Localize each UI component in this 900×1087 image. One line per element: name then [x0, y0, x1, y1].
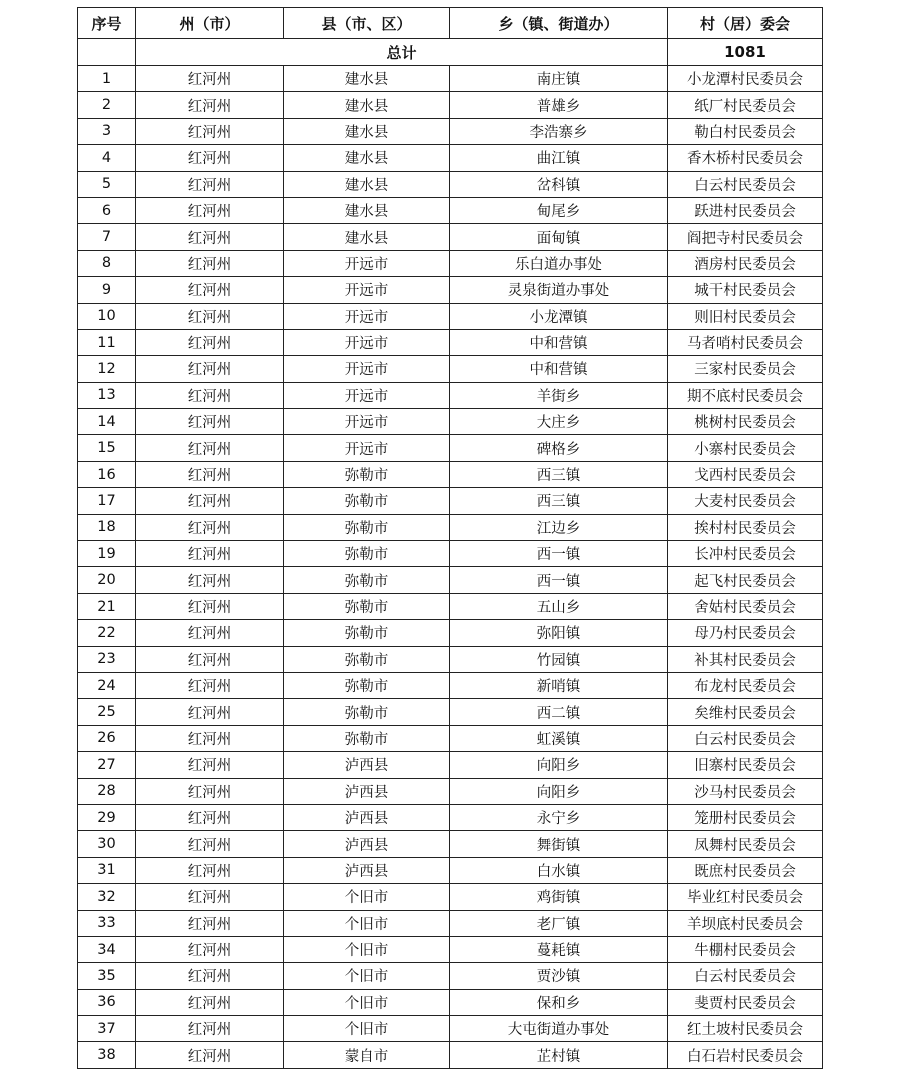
serial-number-cell: 30: [78, 831, 136, 857]
prefecture-cell: 红河州: [136, 804, 284, 830]
county-cell: 开远市: [284, 435, 450, 461]
prefecture-cell: 红河州: [136, 778, 284, 804]
village-committee-cell: 长冲村民委员会: [668, 541, 823, 567]
serial-number-cell: 33: [78, 910, 136, 936]
village-committee-cell: 羊坝底村民委员会: [668, 910, 823, 936]
prefecture-cell: 红河州: [136, 382, 284, 408]
prefecture-cell: 红河州: [136, 936, 284, 962]
county-cell: 弥勒市: [284, 541, 450, 567]
table-row: [78, 752, 823, 778]
county-cell: 弥勒市: [284, 461, 450, 487]
table-row: [78, 197, 823, 223]
prefecture-cell: 红河州: [136, 1016, 284, 1042]
village-committee-cell: 白云村民委员会: [668, 171, 823, 197]
village-committee-cell: 起飞村民委员会: [668, 567, 823, 593]
header-county: 县（市、区）: [284, 8, 450, 39]
county-cell: 建水县: [284, 197, 450, 223]
village-committee-cell: 阎把寺村民委员会: [668, 224, 823, 250]
table-row: [78, 488, 823, 514]
table-row: [78, 910, 823, 936]
county-cell: 泸西县: [284, 831, 450, 857]
township-cell: 老厂镇: [450, 910, 668, 936]
table-row: [78, 620, 823, 646]
table-row: [78, 435, 823, 461]
county-cell: 弥勒市: [284, 672, 450, 698]
village-committee-cell: 沙马村民委员会: [668, 778, 823, 804]
township-cell: 向阳乡: [450, 752, 668, 778]
village-committee-cell: 小寨村民委员会: [668, 435, 823, 461]
table-row: [78, 804, 823, 830]
prefecture-cell: 红河州: [136, 461, 284, 487]
township-cell: 五山乡: [450, 593, 668, 619]
county-cell: 个旧市: [284, 989, 450, 1015]
serial-number-cell: 9: [78, 277, 136, 303]
county-cell: 个旧市: [284, 910, 450, 936]
township-cell: 贾沙镇: [450, 963, 668, 989]
prefecture-cell: 红河州: [136, 224, 284, 250]
village-committee-cell: 小龙潭村民委员会: [668, 66, 823, 92]
serial-number-cell: 16: [78, 461, 136, 487]
township-cell: 大庄乡: [450, 409, 668, 435]
table-row: [78, 118, 823, 144]
serial-number-cell: 12: [78, 356, 136, 382]
table-row: [78, 277, 823, 303]
village-committee-cell: 城干村民委员会: [668, 277, 823, 303]
county-cell: 开远市: [284, 329, 450, 355]
prefecture-cell: 红河州: [136, 66, 284, 92]
village-committee-cell: 旧寨村民委员会: [668, 752, 823, 778]
serial-number-cell: 23: [78, 646, 136, 672]
table-row: [78, 224, 823, 250]
table-row: [78, 646, 823, 672]
county-cell: 弥勒市: [284, 699, 450, 725]
prefecture-cell: 红河州: [136, 699, 284, 725]
village-committee-cell: 舍姑村民委员会: [668, 593, 823, 619]
table-row: [78, 831, 823, 857]
county-cell: 弥勒市: [284, 593, 450, 619]
serial-number-cell: 37: [78, 1016, 136, 1042]
township-cell: 中和营镇: [450, 356, 668, 382]
serial-number-cell: 17: [78, 488, 136, 514]
township-cell: 江边乡: [450, 514, 668, 540]
prefecture-cell: 红河州: [136, 514, 284, 540]
township-cell: 西一镇: [450, 541, 668, 567]
header-serial-number: 序号: [78, 8, 136, 39]
serial-number-cell: 20: [78, 567, 136, 593]
prefecture-cell: 红河州: [136, 92, 284, 118]
serial-number-cell: 10: [78, 303, 136, 329]
county-cell: 建水县: [284, 224, 450, 250]
county-cell: 建水县: [284, 145, 450, 171]
township-cell: 白水镇: [450, 857, 668, 883]
serial-number-cell: 19: [78, 541, 136, 567]
village-committee-cell: 挨村村民委员会: [668, 514, 823, 540]
serial-number-cell: 29: [78, 804, 136, 830]
village-committee-cell: 纸厂村民委员会: [668, 92, 823, 118]
village-committee-cell: 母乃村民委员会: [668, 620, 823, 646]
header-row: [78, 8, 823, 39]
county-cell: 弥勒市: [284, 646, 450, 672]
village-committee-cell: 既庶村民委员会: [668, 857, 823, 883]
village-committee-cell: 牛棚村民委员会: [668, 936, 823, 962]
village-committee-cell: 毕业红村民委员会: [668, 884, 823, 910]
village-committee-cell: 红土坡村民委员会: [668, 1016, 823, 1042]
county-cell: 弥勒市: [284, 567, 450, 593]
county-cell: 弥勒市: [284, 620, 450, 646]
prefecture-cell: 红河州: [136, 409, 284, 435]
table-row: [78, 963, 823, 989]
serial-number-cell: 31: [78, 857, 136, 883]
prefecture-cell: 红河州: [136, 435, 284, 461]
county-cell: 建水县: [284, 118, 450, 144]
township-cell: 大屯街道办事处: [450, 1016, 668, 1042]
village-committee-cell: 斐贾村民委员会: [668, 989, 823, 1015]
prefecture-cell: 红河州: [136, 831, 284, 857]
table-body: [78, 66, 823, 1069]
township-cell: 永宁乡: [450, 804, 668, 830]
serial-number-cell: 8: [78, 250, 136, 276]
prefecture-cell: 红河州: [136, 541, 284, 567]
village-committee-cell: 跃进村民委员会: [668, 197, 823, 223]
prefecture-cell: 红河州: [136, 1042, 284, 1068]
table-row: [78, 461, 823, 487]
prefecture-cell: 红河州: [136, 752, 284, 778]
prefecture-cell: 红河州: [136, 593, 284, 619]
township-cell: 西三镇: [450, 461, 668, 487]
table-row: [78, 936, 823, 962]
table-row: [78, 409, 823, 435]
table-total: [78, 39, 823, 66]
serial-number-cell: 32: [78, 884, 136, 910]
village-committee-cell: 凤舞村民委员会: [668, 831, 823, 857]
township-cell: 碑格乡: [450, 435, 668, 461]
table-row: [78, 699, 823, 725]
township-cell: 弥阳镇: [450, 620, 668, 646]
prefecture-cell: 红河州: [136, 488, 284, 514]
township-cell: 小龙潭镇: [450, 303, 668, 329]
township-cell: 芷村镇: [450, 1042, 668, 1068]
township-cell: 乐白道办事处: [450, 250, 668, 276]
township-cell: 羊街乡: [450, 382, 668, 408]
prefecture-cell: 红河州: [136, 989, 284, 1015]
county-cell: 泸西县: [284, 752, 450, 778]
table-row: [78, 1042, 823, 1068]
table-row: [78, 92, 823, 118]
prefecture-cell: 红河州: [136, 963, 284, 989]
township-cell: 西一镇: [450, 567, 668, 593]
county-cell: 蒙自市: [284, 1042, 450, 1068]
table-row: [78, 66, 823, 92]
village-committee-cell: 马者哨村民委员会: [668, 329, 823, 355]
table-row: [78, 593, 823, 619]
total-value: 1081: [668, 39, 823, 66]
township-cell: 虹溪镇: [450, 725, 668, 751]
township-cell: 蔓耗镇: [450, 936, 668, 962]
table-row: [78, 672, 823, 698]
prefecture-cell: 红河州: [136, 725, 284, 751]
township-cell: 甸尾乡: [450, 197, 668, 223]
prefecture-cell: 红河州: [136, 672, 284, 698]
table-row: [78, 541, 823, 567]
township-cell: 舞街镇: [450, 831, 668, 857]
prefecture-cell: 红河州: [136, 303, 284, 329]
serial-number-cell: 34: [78, 936, 136, 962]
table-row: [78, 250, 823, 276]
county-cell: 个旧市: [284, 884, 450, 910]
prefecture-cell: 红河州: [136, 646, 284, 672]
township-cell: 保和乡: [450, 989, 668, 1015]
table-row: [78, 171, 823, 197]
table-row: [78, 1016, 823, 1042]
village-committee-cell: 期不底村民委员会: [668, 382, 823, 408]
prefecture-cell: 红河州: [136, 329, 284, 355]
county-cell: 泸西县: [284, 857, 450, 883]
serial-number-cell: 3: [78, 118, 136, 144]
village-committee-cell: 白云村民委员会: [668, 963, 823, 989]
table-row: [78, 329, 823, 355]
township-cell: 南庄镇: [450, 66, 668, 92]
village-committee-cell: 勒白村民委员会: [668, 118, 823, 144]
township-cell: 新哨镇: [450, 672, 668, 698]
prefecture-cell: 红河州: [136, 277, 284, 303]
village-committee-cell: 香木桥村民委员会: [668, 145, 823, 171]
prefecture-cell: 红河州: [136, 910, 284, 936]
prefecture-cell: 红河州: [136, 171, 284, 197]
table-row: [78, 567, 823, 593]
table-row: [78, 303, 823, 329]
village-committee-cell: 笼册村民委员会: [668, 804, 823, 830]
serial-number-cell: 22: [78, 620, 136, 646]
table-row: [78, 514, 823, 540]
county-cell: 开远市: [284, 250, 450, 276]
serial-number-cell: 7: [78, 224, 136, 250]
header-prefecture: 州（市）: [136, 8, 284, 39]
county-cell: 弥勒市: [284, 725, 450, 751]
serial-number-cell: 4: [78, 145, 136, 171]
table-row: [78, 356, 823, 382]
table-row: [78, 857, 823, 883]
township-cell: 李浩寨乡: [450, 118, 668, 144]
prefecture-cell: 红河州: [136, 356, 284, 382]
total-label: 总计: [136, 39, 668, 66]
serial-number-cell: 35: [78, 963, 136, 989]
county-cell: 开远市: [284, 409, 450, 435]
village-committee-cell: 布龙村民委员会: [668, 672, 823, 698]
table-row: [78, 884, 823, 910]
township-cell: 普雄乡: [450, 92, 668, 118]
prefecture-cell: 红河州: [136, 118, 284, 144]
serial-number-cell: 18: [78, 514, 136, 540]
prefecture-cell: 红河州: [136, 567, 284, 593]
prefecture-cell: 红河州: [136, 250, 284, 276]
serial-number-cell: 5: [78, 171, 136, 197]
township-cell: 中和营镇: [450, 329, 668, 355]
township-cell: 竹园镇: [450, 646, 668, 672]
serial-number-cell: 14: [78, 409, 136, 435]
county-cell: 建水县: [284, 66, 450, 92]
serial-number-cell: 26: [78, 725, 136, 751]
county-cell: 弥勒市: [284, 514, 450, 540]
serial-number-cell: 28: [78, 778, 136, 804]
county-cell: 个旧市: [284, 936, 450, 962]
table-row: [78, 382, 823, 408]
serial-number-cell: 13: [78, 382, 136, 408]
table-header: [78, 8, 823, 39]
township-cell: 灵泉街道办事处: [450, 277, 668, 303]
village-committee-table-sheet: [77, 7, 822, 1069]
township-cell: 曲江镇: [450, 145, 668, 171]
county-cell: 泸西县: [284, 778, 450, 804]
village-committee-cell: 矣维村民委员会: [668, 699, 823, 725]
township-cell: 向阳乡: [450, 778, 668, 804]
serial-number-cell: 6: [78, 197, 136, 223]
county-cell: 开远市: [284, 277, 450, 303]
header-township: 乡（镇、街道办）: [450, 8, 668, 39]
village-committee-cell: 白石岩村民委员会: [668, 1042, 823, 1068]
serial-number-cell: 27: [78, 752, 136, 778]
village-committee-cell: 白云村民委员会: [668, 725, 823, 751]
serial-number-cell: 25: [78, 699, 136, 725]
village-committee-cell: 三家村民委员会: [668, 356, 823, 382]
prefecture-cell: 红河州: [136, 145, 284, 171]
serial-number-cell: 24: [78, 672, 136, 698]
village-committee-cell: 则旧村民委员会: [668, 303, 823, 329]
township-cell: 岔科镇: [450, 171, 668, 197]
header-village-committee: 村（居）委会: [668, 8, 823, 39]
township-cell: 鸡街镇: [450, 884, 668, 910]
table-row: [78, 145, 823, 171]
serial-number-cell: 38: [78, 1042, 136, 1068]
township-cell: 西二镇: [450, 699, 668, 725]
table-row: [78, 989, 823, 1015]
village-committee-table: [77, 7, 823, 1069]
prefecture-cell: 红河州: [136, 620, 284, 646]
county-cell: 弥勒市: [284, 488, 450, 514]
township-cell: 西三镇: [450, 488, 668, 514]
county-cell: 泸西县: [284, 804, 450, 830]
table-row: [78, 725, 823, 751]
county-cell: 个旧市: [284, 963, 450, 989]
serial-number-cell: 15: [78, 435, 136, 461]
county-cell: 建水县: [284, 92, 450, 118]
county-cell: 开远市: [284, 382, 450, 408]
township-cell: 面甸镇: [450, 224, 668, 250]
total-row: [78, 39, 823, 66]
prefecture-cell: 红河州: [136, 197, 284, 223]
serial-number-cell: 21: [78, 593, 136, 619]
serial-number-cell: 2: [78, 92, 136, 118]
county-cell: 开远市: [284, 303, 450, 329]
serial-number-cell: 1: [78, 66, 136, 92]
village-committee-cell: 酒房村民委员会: [668, 250, 823, 276]
village-committee-cell: 补其村民委员会: [668, 646, 823, 672]
total-empty-cell: [78, 39, 136, 66]
table-row: [78, 778, 823, 804]
village-committee-cell: 戈西村民委员会: [668, 461, 823, 487]
county-cell: 个旧市: [284, 1016, 450, 1042]
serial-number-cell: 36: [78, 989, 136, 1015]
serial-number-cell: 11: [78, 329, 136, 355]
county-cell: 开远市: [284, 356, 450, 382]
prefecture-cell: 红河州: [136, 857, 284, 883]
prefecture-cell: 红河州: [136, 884, 284, 910]
village-committee-cell: 大麦村民委员会: [668, 488, 823, 514]
county-cell: 建水县: [284, 171, 450, 197]
village-committee-cell: 桃树村民委员会: [668, 409, 823, 435]
